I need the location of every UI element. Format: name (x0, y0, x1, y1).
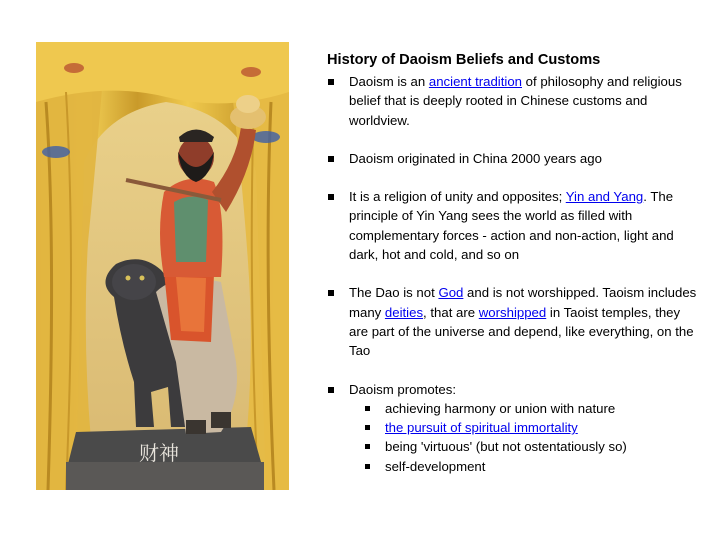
bullet-dao-not-god: The Dao is not God and is not worshipped. Taoism includes many deities, that are worshipped in Taoist temples, they are part of the universe and depend, like everything, on the Tao (327, 283, 699, 360)
bullet-list (327, 72, 699, 476)
link-ancient-tradition[interactable]: ancient tradition (428, 74, 522, 89)
slide-content (327, 50, 699, 495)
link-deities[interactable]: deities (384, 304, 424, 320)
sub-bullet-self-development: self-development (349, 457, 699, 476)
link-god[interactable]: God (438, 285, 464, 301)
deity-statue-photo (36, 42, 289, 490)
bullet-daoism-promotes: Daoism promotes: achieving harmony or union with nature the pursuit of spiritual immortality being 'virtuous' (but not ostentatiously so) self-development (327, 380, 699, 476)
pedestal-caption: 财神 (139, 441, 179, 465)
bullet-yin-yang: It is a religion of unity and opposites; Yin and Yang. The principle of Yin Yang sees the world as filled with complementary forces - action and non-action, light and dark, hot and cold, and so on (327, 187, 699, 264)
sub-bullet-list (349, 399, 699, 476)
sub-bullet-harmony: achieving harmony or union with nature (349, 399, 699, 418)
statue-illustration (36, 42, 289, 490)
slide-title: History of Daoism Beliefs and Customs (327, 52, 601, 68)
link-yin-and-yang[interactable]: Yin and Yang (565, 189, 644, 205)
link-spiritual-immortality[interactable]: the pursuit of spiritual immortality (385, 420, 578, 436)
sub-bullet-virtuous: being 'virtuous' (but not ostentatiously so) (349, 437, 699, 456)
link-worshipped[interactable]: worshipped (478, 304, 547, 320)
bullet-ancient-tradition: Daoism is an ancient tradition of philosophy and religious belief that is deeply rooted in Chinese customs and worldview. (327, 72, 699, 130)
bullet-origin: Daoism originated in China 2000 years ago (327, 149, 699, 168)
sub-bullet-immortality (349, 418, 699, 437)
